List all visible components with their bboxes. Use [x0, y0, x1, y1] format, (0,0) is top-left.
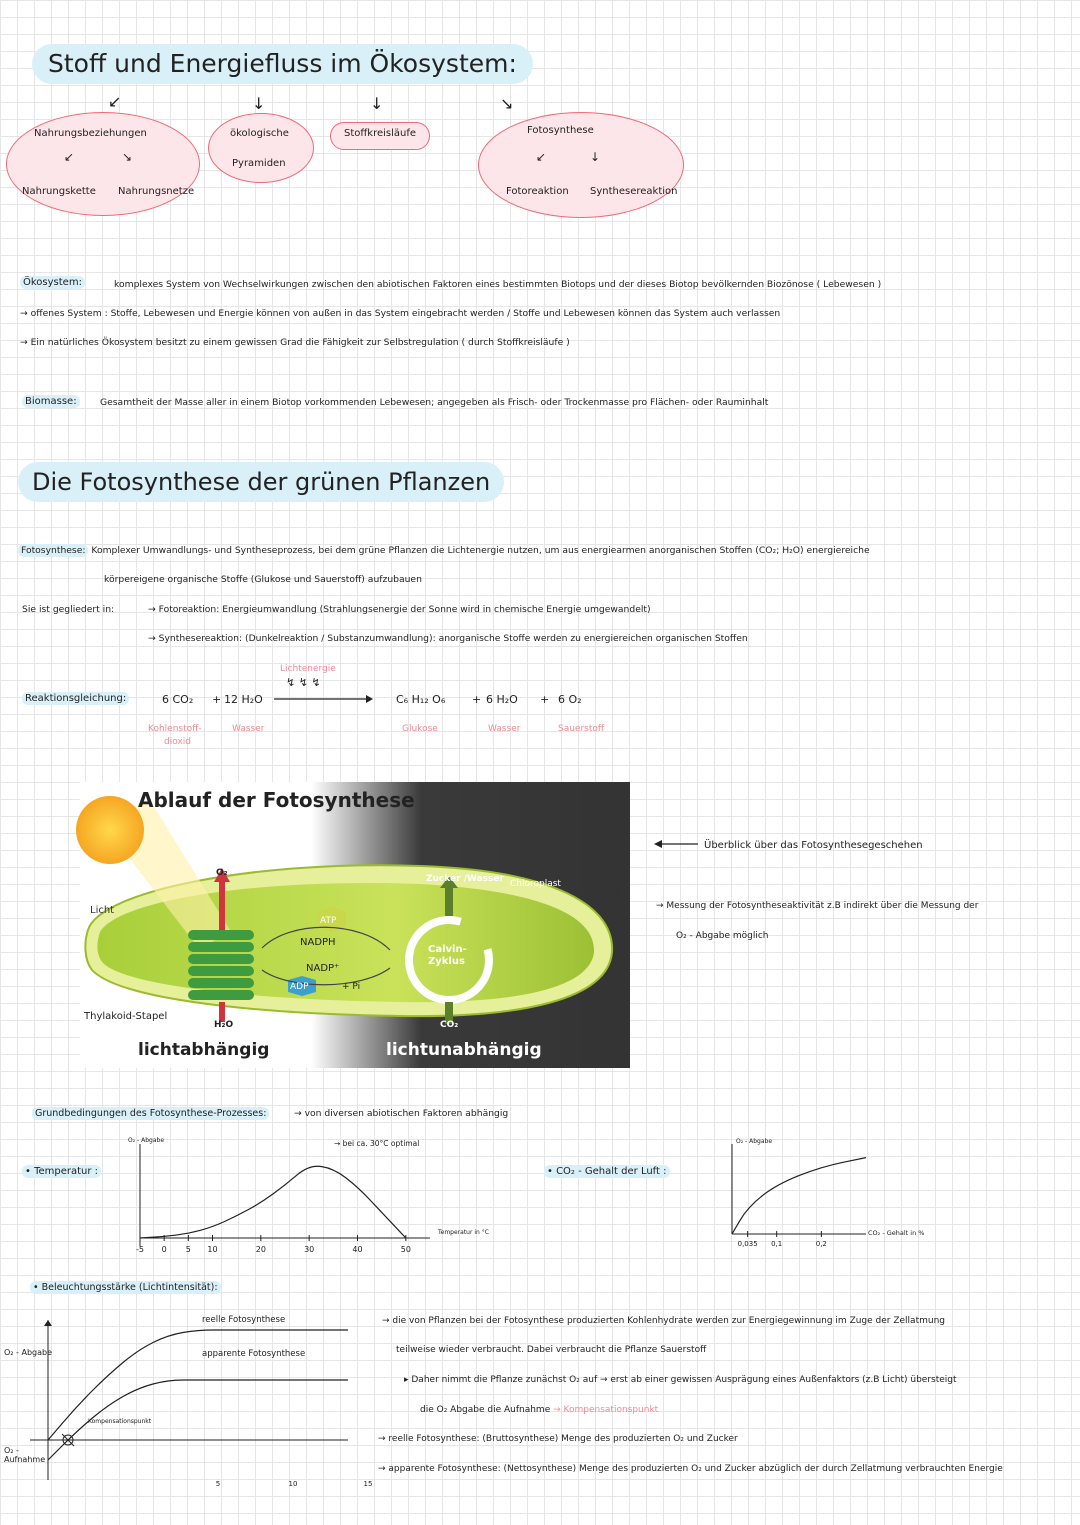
- oekosystem-term-text: Ökosystem:: [20, 276, 85, 289]
- energy-label: Lichtenergie: [280, 664, 336, 674]
- diagram-calvin-line1: Calvin-: [428, 944, 467, 955]
- pyramiden-bubble: [208, 113, 314, 183]
- oekosystem-point2: → Ein natürliches Ökosystem besitzt zu einem gewissen Grad die Fähigkeit zur Selbstregulation ( durch Stoffkreisläufe ): [20, 337, 570, 348]
- fotosynthese-definition-line1: [18, 545, 870, 556]
- oekosystem-point1: → offenes System : Stoffe, Lebewesen und Energie können von außen in das System eingebracht werden / Stoffe und Lebewesen können das System auch verlassen: [20, 308, 781, 319]
- arrow-down-icon: ↙: [64, 150, 75, 164]
- reactant-h2o: 12 H₂O: [224, 693, 263, 706]
- product-sauerstoff: 6 O₂: [558, 693, 582, 706]
- grundbedingungen-note: → von diversen abiotischen Faktoren abhängig: [294, 1108, 509, 1119]
- product-glukose: C₆ H₁₂ O₆: [396, 693, 446, 706]
- temp-chart-ylabel: O₂ - Abgabe: [128, 1137, 165, 1144]
- mindmap-fotoreaktion: Fotoreaktion: [506, 186, 569, 197]
- arrow-down-icon: ↓: [252, 94, 266, 113]
- page-title: Stoff und Energiefluss im Ökosystem:: [32, 44, 533, 84]
- mindmap-stoffkreislaeufe: Stoffkreisläufe: [344, 128, 417, 139]
- diagram-nadp: NADP⁺: [306, 963, 340, 974]
- light-chart-label: [30, 1282, 221, 1293]
- conclusion-line4-text: die O₂ Abgabe die Aufnahme: [420, 1405, 551, 1415]
- diagram-h2o: H₂O: [214, 1020, 234, 1030]
- arrow-down-icon: ↓: [370, 94, 384, 113]
- diagram-zucker: Zucker /Wasser: [426, 874, 504, 884]
- reaction-arrow: [274, 692, 374, 706]
- diagram-adp: ADP: [290, 982, 309, 992]
- light-chart-label-text: • Beleuchtungsstärke (Lichtintensität):: [30, 1281, 221, 1294]
- gliederung-synthesereaktion: → Synthesereaktion: (Dunkelreaktion / Substanzumwandlung): anorganische Stoffe werden zu energiereichen organischen Stoffen: [148, 633, 748, 644]
- h2o-arrow: [219, 1002, 225, 1022]
- reelle-curve: [48, 1330, 348, 1440]
- arrow-down-icon: ↙: [536, 150, 547, 164]
- temperature-curve: [140, 1166, 406, 1238]
- plus-sign: +: [472, 693, 482, 706]
- oekosystem-term: [20, 277, 85, 288]
- plus-sign: +: [212, 693, 222, 706]
- x-tick-label: 5: [185, 1245, 191, 1254]
- x-tick-label: -5: [136, 1245, 144, 1254]
- grundbedingungen-heading-text: Grundbedingungen des Fotosynthese-Prozesses:: [32, 1107, 269, 1120]
- sun-icon: [76, 796, 144, 864]
- fotosynthese-term: Fotosynthese:: [18, 544, 88, 557]
- y-axis-arrow: [44, 1320, 52, 1326]
- oekosystem-definition: komplexes System von Wechselwirkungen zwischen den abiotischen Faktoren eines bestimmten Biotops und der dieses Biotop bevölkernden Biozönose ( Lebewesen ): [114, 279, 882, 290]
- diagram-o2: O₂: [216, 868, 228, 878]
- temp-chart-xlabel: Temperatur in °C: [438, 1229, 489, 1236]
- apparente-curve: [48, 1380, 348, 1460]
- temp-chart-label: [22, 1166, 101, 1177]
- label-wasser: Wasser: [488, 724, 521, 734]
- fotosynthese-def-text: Komplexer Umwandlungs- und Syntheseprozess, bei dem grüne Pflanzen die Lichtenergie nutzen, um aus energiearmen anorganischen Stoffen (CO₂; H₂O) energiereiche: [91, 545, 870, 556]
- temp-chart-optimum: → bei ca. 30°C optimal: [334, 1139, 420, 1148]
- label-sauerstoff: Sauerstoff: [558, 724, 605, 734]
- co2-chart-xlabel: CO₂ - Gehalt in %: [868, 1229, 925, 1237]
- diagram-atp: ATP: [320, 916, 337, 926]
- arrow-down-icon: ↘: [122, 150, 133, 164]
- x-tick-label: 50: [400, 1245, 411, 1254]
- x-tick-label: 10: [288, 1480, 298, 1488]
- mindmap-pyramiden-line1: ökologische: [230, 128, 289, 139]
- reactant-co2: 6 CO₂: [162, 693, 194, 706]
- temp-chart-label-text: • Temperatur :: [22, 1165, 101, 1178]
- label-wasser: Wasser: [232, 724, 265, 734]
- x-tick-label: 15: [363, 1480, 373, 1488]
- x-tick-label: 0,2: [815, 1240, 827, 1248]
- diagram-title: Ablauf der Fotosynthese: [138, 788, 415, 812]
- grundbedingungen-heading: [32, 1108, 269, 1119]
- note-messung-line1: → Messung der Fotosyntheseaktivität z.B indirekt über die Messung der: [656, 901, 979, 911]
- diagram-lichtunabhaengig: lichtunabhängig: [386, 1040, 542, 1060]
- arrow-down-icon: ↓: [590, 150, 601, 164]
- equation-label: [22, 693, 129, 704]
- co2-chart-label: [544, 1166, 670, 1177]
- x-tick-label: 30: [304, 1245, 315, 1254]
- note-ueberblick: Überblick über das Fotosynthesegeschehen: [704, 840, 923, 851]
- co2-chart-label-text: • CO₂ - Gehalt der Luft :: [544, 1165, 670, 1178]
- x-tick-label: 0: [161, 1245, 167, 1254]
- product-wasser: 6 H₂O: [486, 693, 518, 706]
- label-glukose: Glukose: [402, 724, 438, 734]
- section-title: Die Fotosynthese der grünen Pflanzen: [18, 462, 504, 502]
- x-tick-label: 5: [215, 1480, 221, 1488]
- photosynthesis-diagram: [0, 780, 630, 1070]
- equation-label-text: Reaktionsgleichung:: [22, 692, 129, 705]
- gegliedert-label: Sie ist gegliedert in:: [22, 604, 115, 615]
- mindmap-nahrungskette: Nahrungskette: [22, 186, 96, 197]
- mindmap-nahrungsnetze: Nahrungsnetze: [118, 186, 195, 197]
- label-dioxid: dioxid: [164, 737, 191, 747]
- light-chart-y-top: O₂ - Abgabe: [4, 1348, 53, 1357]
- biomasse-term: [22, 396, 80, 407]
- mindmap-synthesereaktion: Synthesereaktion: [590, 186, 678, 197]
- diagram-pi: + Pi: [342, 982, 361, 992]
- light-chart-apparent: apparente Fotosynthese: [202, 1349, 306, 1359]
- temperature-chart: [120, 1140, 440, 1260]
- light-chart-kompensation: Kompensationspunkt: [88, 1418, 152, 1425]
- diagram-calvin-line2: Zyklus: [428, 956, 465, 967]
- diagram-co2: CO₂: [440, 1020, 459, 1030]
- arrow-down-icon: ↙: [108, 92, 122, 111]
- x-tick-label: 20: [255, 1245, 266, 1254]
- diagram-lichtabhaengig: lichtabhängig: [138, 1040, 270, 1060]
- fotosynthese-definition-line2: körpereigene organische Stoffe (Glukose und Sauerstoff) aufzubauen: [104, 574, 422, 585]
- co2-chart: [724, 1140, 874, 1260]
- light-chart-reell: reelle Fotosynthese: [202, 1315, 286, 1325]
- gliederung-fotoreaktion: → Fotoreaktion: Energieumwandlung (Strahlungsenergie der Sonne wird in chemische Energie umgewandelt): [148, 604, 651, 615]
- x-tick-label: 10: [207, 1245, 218, 1254]
- conclusion-apparent: → apparente Fotosynthese: (Nettosynthese) Menge des produzierten O₂ und Zucker abzüglich der durch Zellatmung verbrauchten Energie: [378, 1464, 1003, 1474]
- x-tick-label: 0,1: [771, 1240, 783, 1248]
- conclusion-kompensation: → Kompensationspunkt: [553, 1405, 659, 1415]
- light-chart: [30, 1310, 373, 1490]
- co2-chart-ylabel: O₂ - Abgabe: [736, 1138, 773, 1145]
- label-kohlenstoffdioxid: Kohlenstoff-: [148, 724, 202, 734]
- lightning-icon: ↯ ↯ ↯: [286, 676, 321, 689]
- conclusion-line1: → die von Pflanzen bei der Fotosynthese produzierten Kohlenhydrate werden zur Energiegewinnung im Zuge der Zellatmung: [382, 1316, 945, 1326]
- diagram-nadph: NADPH: [300, 937, 336, 948]
- conclusion-line2: teilweise wieder verbraucht. Dabei verbraucht die Pflanze Sauerstoff: [396, 1345, 707, 1355]
- o2-arrow: [219, 880, 225, 932]
- diagram-thylakoid: Thylakoid-Stapel: [84, 1011, 168, 1022]
- light-chart-y-bottom: O₂ - Aufnahme: [4, 1446, 46, 1464]
- plus-sign: +: [540, 693, 550, 706]
- zucker-arrow: [445, 886, 453, 916]
- mindmap-fotosynthese: Fotosynthese: [527, 125, 594, 136]
- mindmap-nahrungsbeziehungen: Nahrungsbeziehungen: [34, 128, 147, 139]
- x-tick-label: 40: [352, 1245, 363, 1254]
- biomasse-definition: Gesamtheit der Masse aller in einem Biotop vorkommenden Lebewesen; angegeben als Frisch- oder Trockenmasse pro Flächen- oder Rauminhalt: [100, 397, 769, 408]
- mindmap-pyramiden-line2: Pyramiden: [232, 158, 286, 169]
- arrow-down-icon: ↘: [500, 94, 514, 113]
- conclusion-line4: [420, 1405, 658, 1415]
- conclusion-reell: → reelle Fotosynthese: (Bruttosynthese) Menge des produzierten O₂ und Zucker: [378, 1434, 738, 1444]
- conclusion-line3: ▸ Daher nimmt die Pflanze zunächst O₂ auf → erst ab einer gewissen Ausprägung eines Außenfaktors (z.B Licht) übersteigt: [404, 1375, 957, 1385]
- diagram-licht: Licht: [90, 905, 115, 916]
- x-tick-label: 0,035: [737, 1240, 758, 1248]
- arrow-left-icon: [654, 838, 700, 850]
- diagram-chloroplast: Chloroplast: [510, 879, 561, 889]
- biomasse-term-text: Biomasse:: [22, 395, 80, 408]
- note-messung-line2: O₂ - Abgabe möglich: [676, 931, 769, 941]
- co2-curve: [732, 1158, 866, 1234]
